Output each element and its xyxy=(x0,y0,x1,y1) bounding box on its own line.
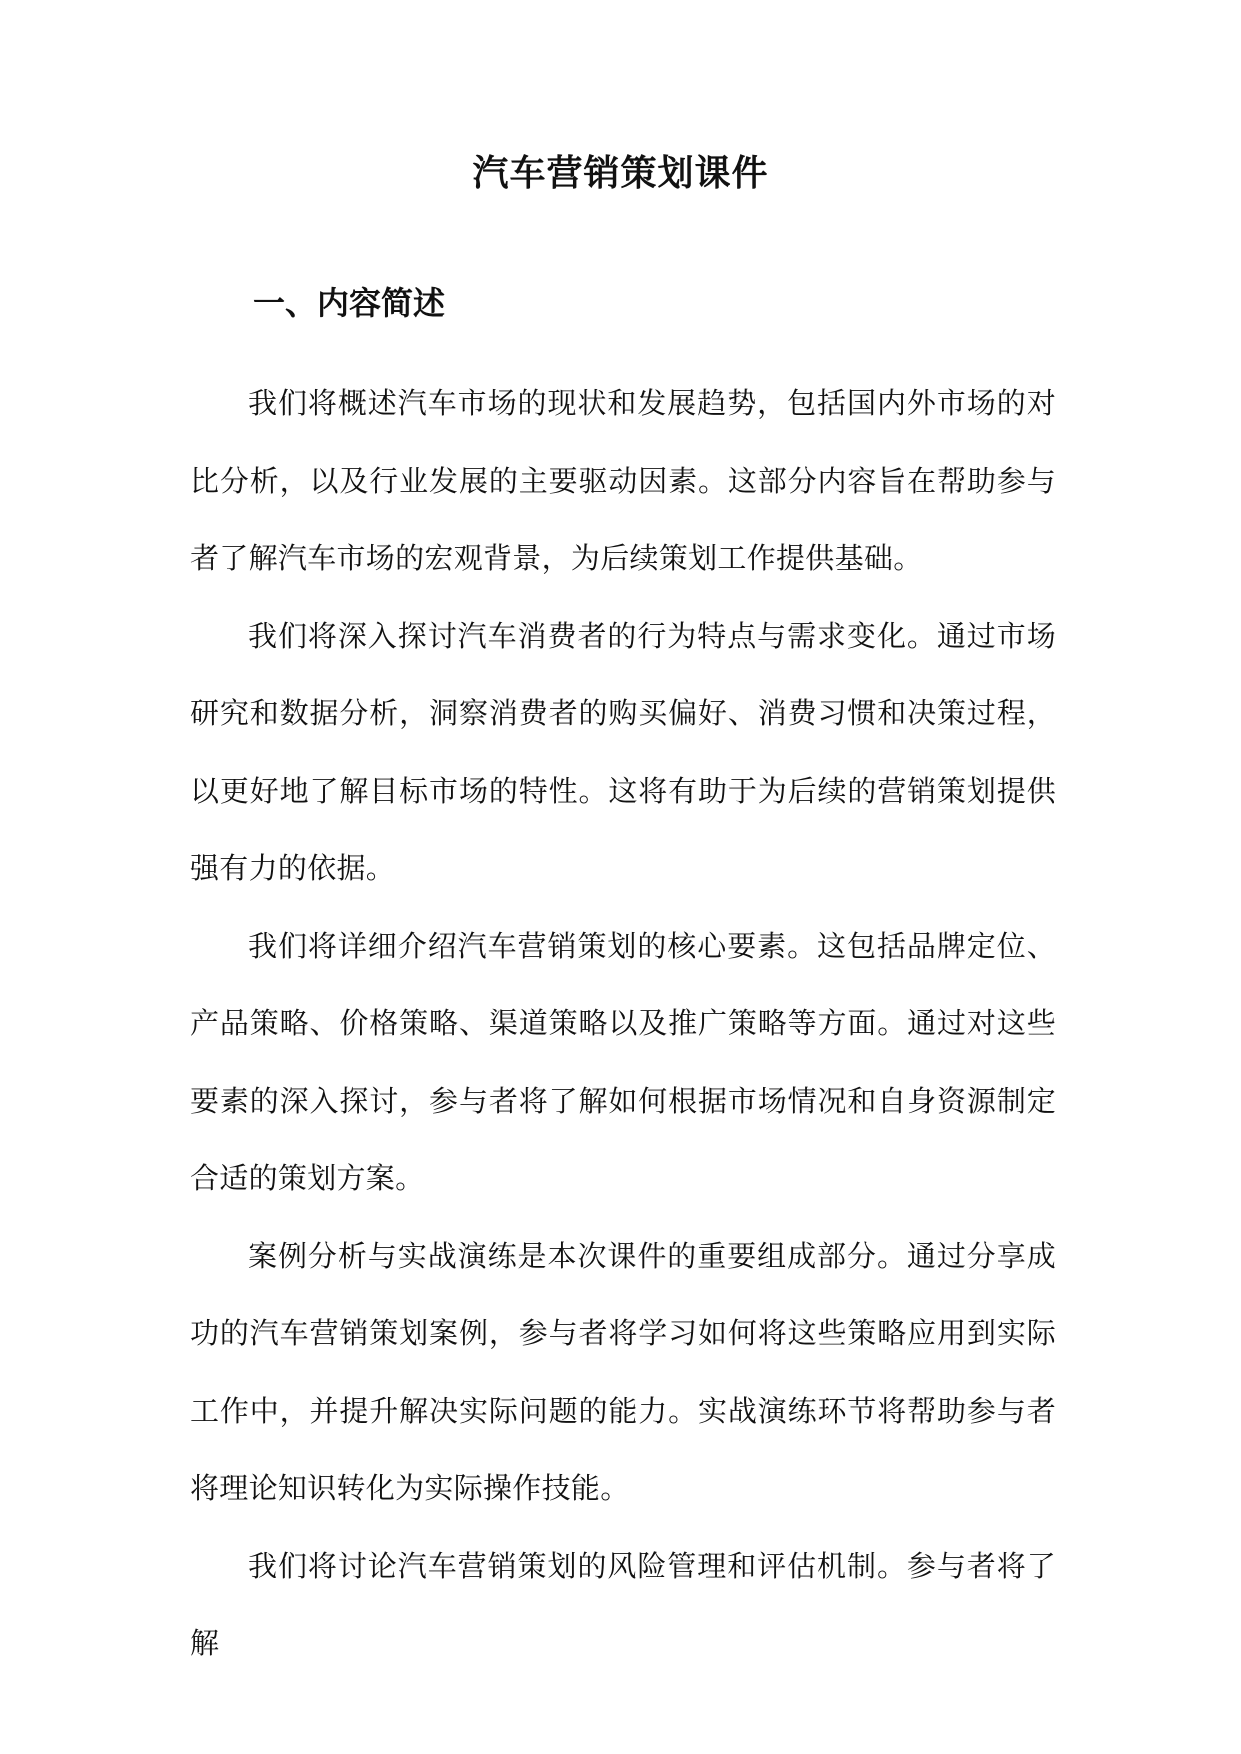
section-heading: 一、内容简述 xyxy=(253,284,446,322)
document-title: 汽车营销策划课件 xyxy=(472,152,769,194)
paragraph: 我们将概述汽车市场的现状和发展趋势，包括国内外市场的对比分析，以及行业发展的主要驱动因素。这部分内容旨在帮助参与者了解汽车市场的宏观背景，为后续策划工作提供基础。 xyxy=(190,386,1056,575)
paragraph: 我们将详细介绍汽车营销策划的核心要素。这包括品牌定位、产品策略、价格策略、渠道策略以及推广策略等方面。通过对这些要素的深入探讨，参与者将了解如何根据市场情况和自身资源制定合适的策划方案。 xyxy=(190,928,1056,1195)
paragraph: 案例分析与实战演练是本次课件的重要组成部分。通过分享成功的汽车营销策划案例，参与者将学习如何将这些策略应用到实际工作中，并提升解决实际问题的能力。实战演练环节将帮助参与者将理论知识转化为实际操作技能。 xyxy=(190,1238,1056,1505)
paragraph: 我们将讨论汽车营销策划的风险管理和评估机制。参与者将了解 xyxy=(190,1548,1056,1660)
section-body xyxy=(190,365,1056,1683)
paragraph: 我们将深入探讨汽车消费者的行为特点与需求变化。通过市场研究和数据分析，洞察消费者的购买偏好、消费习惯和决策过程，以更好地了解目标市场的特性。这将有助于为后续的营销策划提供强有力的依据。 xyxy=(190,618,1056,885)
